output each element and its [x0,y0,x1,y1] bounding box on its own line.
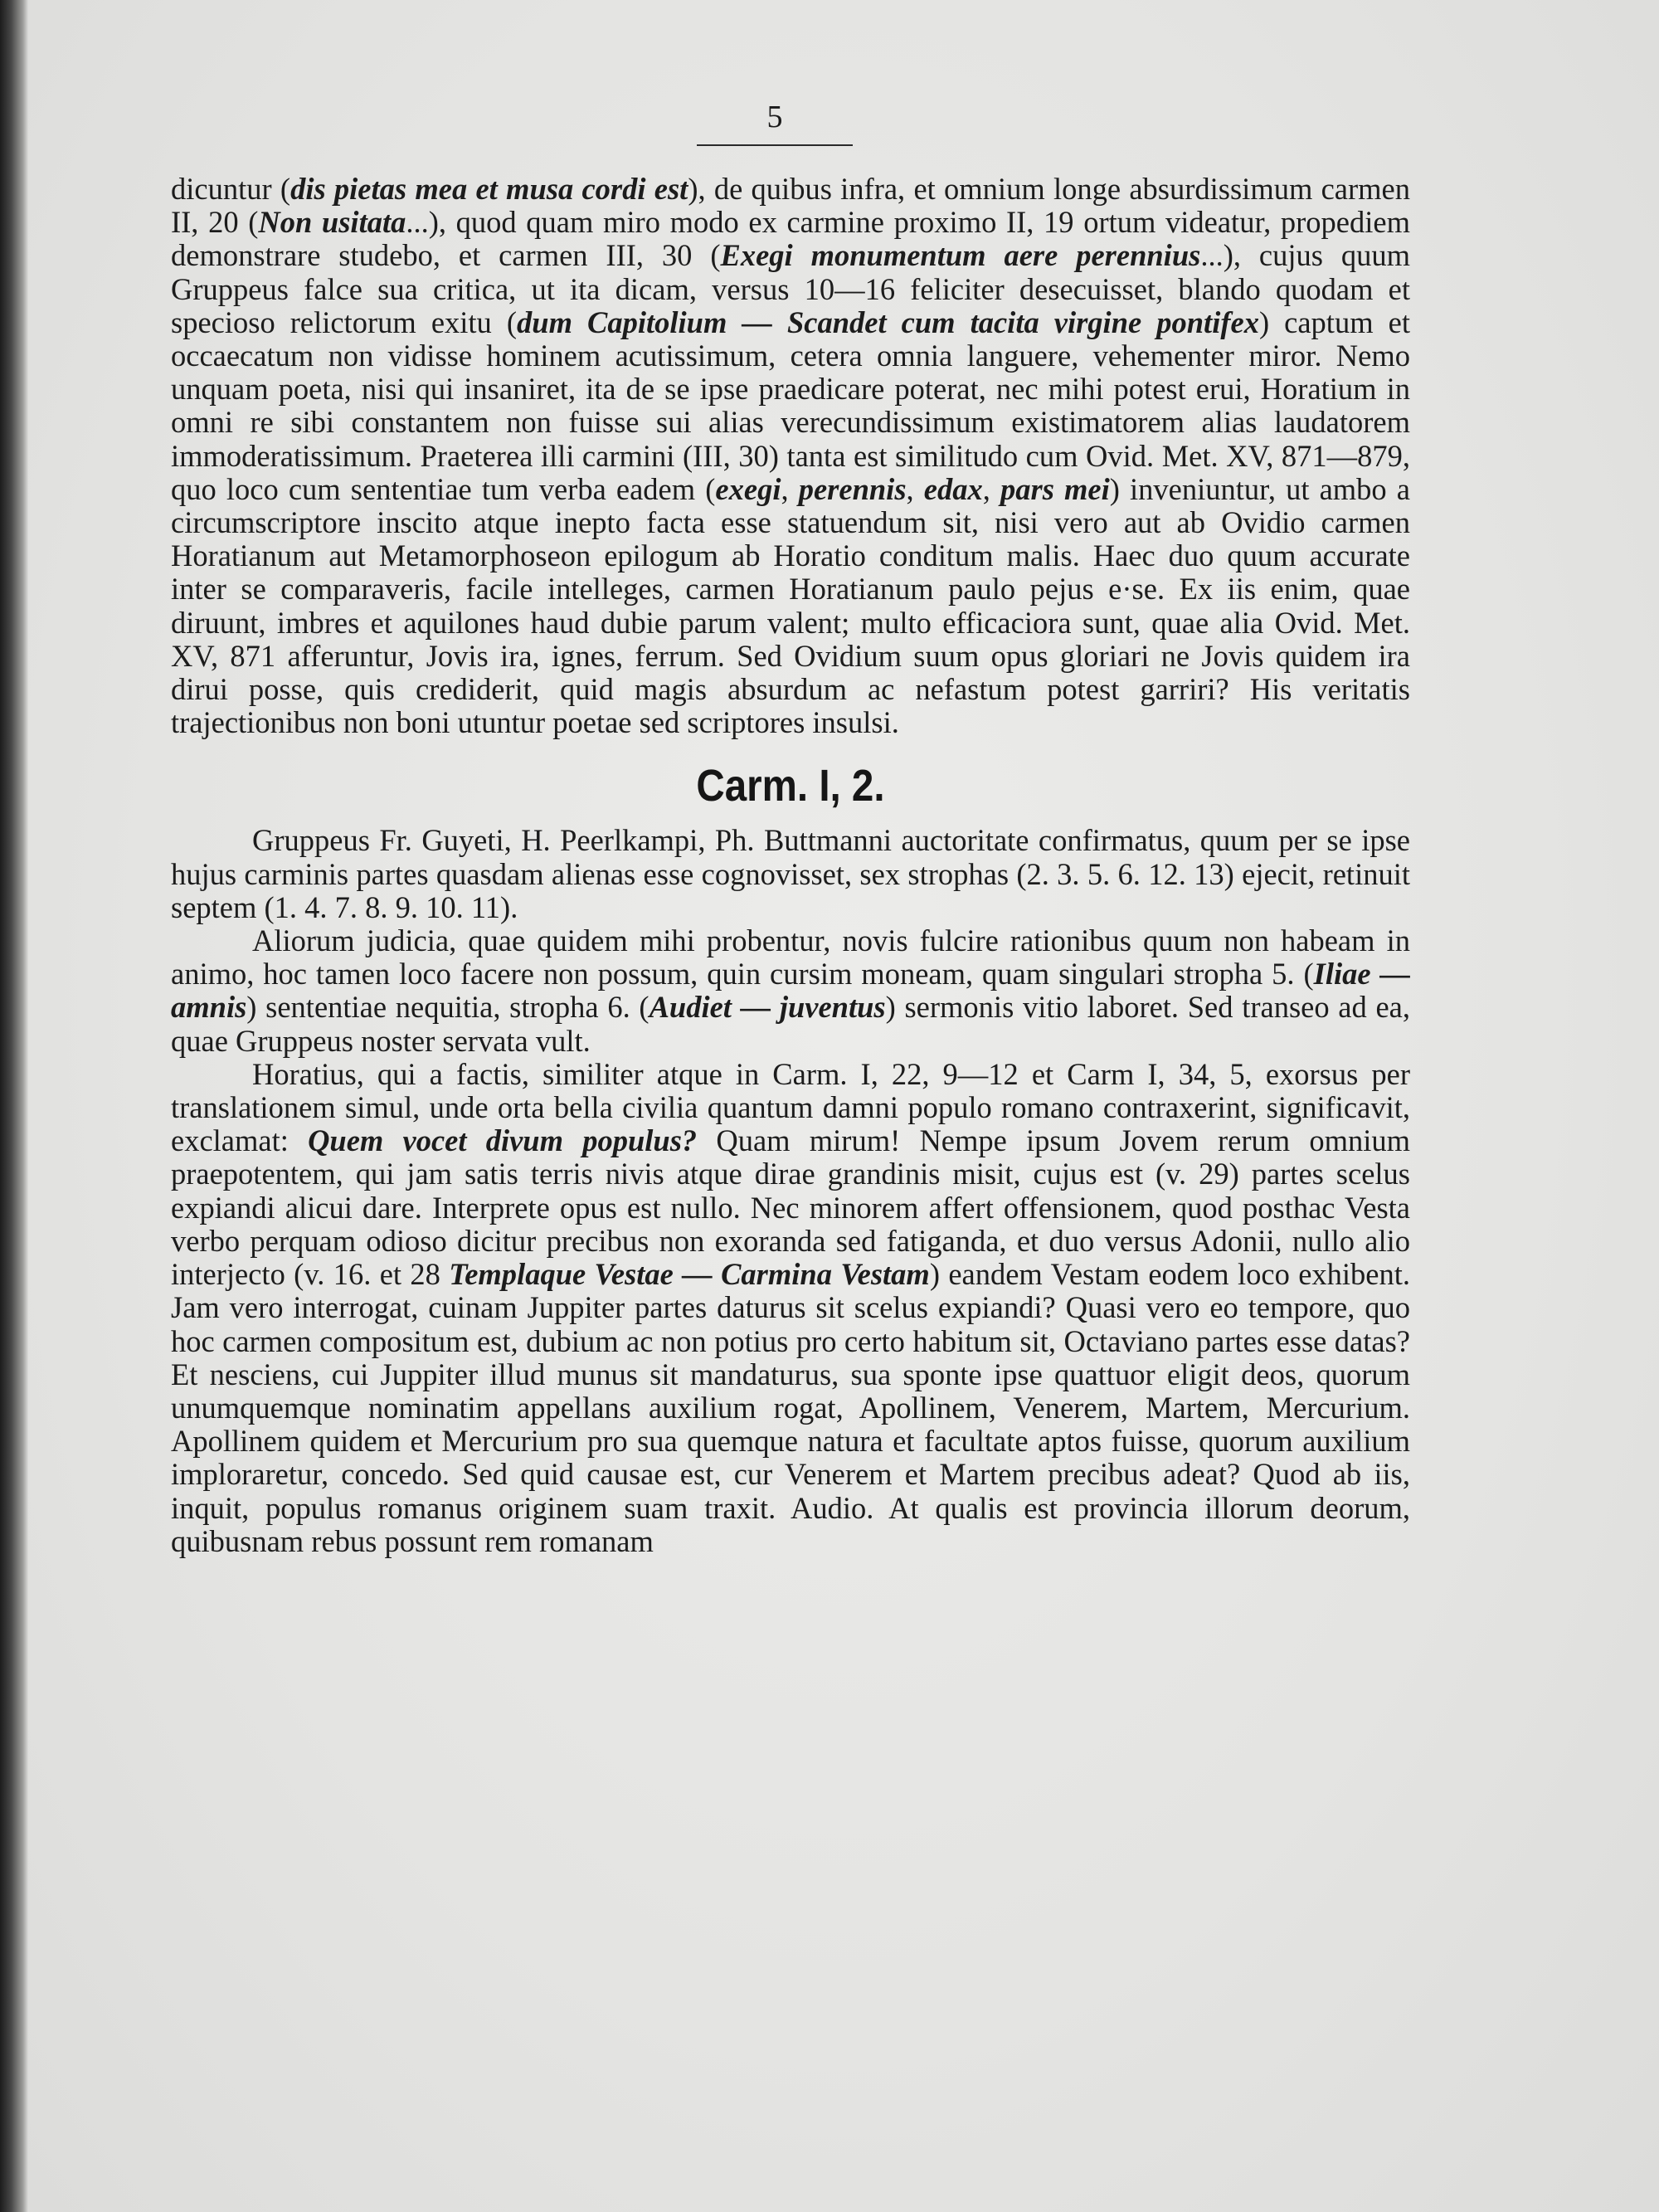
quotation: dis pietas mea et musa cordi est [290,172,688,206]
quotation: Audiet — juventus [649,990,886,1025]
quotation: Non usitata [258,205,406,240]
paragraph-aliorum: Aliorum judicia, quae quidem mihi probentur, novis fulcire rationibus quum non habeam in animo, hoc tamen loco facere non possum, quin cursim moneam, quam singulari stropha 5. (Iliae — amnis) sententiae nequitia, stropha 6. (Audiet — juventus) sermonis vitio laboret. Sed transeo ad ea, quae Gruppeus noster servata vult. [171,923,1411,1058]
paragraph-carm-iii-30: dicuntur (dis pietas mea et musa cordi est), de quibus infra, et omnium longe absurdissimum carmen II, 20 (Non usitata...), quod quam miro modo ex carmine proximo II, 19 ortum videatur, propediem demonstrare studebo, et carmen III, 30 (Exegi monumentum aere perennius...), cujus quum Gruppeus falce sua critica, ut ita dicam, versus 10—16 feliciter desecuisset, blando quodam et specioso relictorum exitu (dum Capitolium — Scandet cum tacita virgine pontifex) captum et occaecatum non vidisse hominem acutissimum, cetera omnia languere, vehementer miror. Nemo unquam poeta, nisi qui insaniret, ita de se ipse praedicare poterat, nec mihi potest erui, Horatium in omni re sibi constantem non fuisse sui alias verecundissimum existimatorem alias laudatorem immoderatissimum. Praeterea illi carmini (III, 30) tanta est similitudo cum Ovid. Met. XV, 871—879, quo loco cum sententiae tum verba eadem (exegi, perennis, edax, pars mei) inveniuntur, ut ambo a circumscriptore inscito atque inepto facta esse statuendum sit, nisi vero aut ab Ovidio carmen Horatianum aut Metamorphoseon epilogum ab Horatio conditum malis. Haec duo quum accurate inter se comparaveris, facile intelleges, carmen Horatianum paulo pejus e·se. Ex iis enim, quae diruunt, imbres et aquilones haud dubie parum valent; multo efficaciora sunt, quae alia Ovid. Met. XV, 871 afferuntur, Jovis ira, ignes, ferrum. Sed Ovidium suum opus gloriari ne Jovis quidem ira dirui posse, quis crediderit, quid magis absurdum ac nefastum potest garriri? His veritatis trajectionibus non boni utuntur poetae sed scriptores insulsi. [171,172,1411,740]
quotation: pars mei [1000,471,1110,506]
quotation: Iliae — amnis [171,957,1411,1025]
quotation: perennis [798,471,907,506]
page-body [171,173,1410,1558]
quotation: Quem vocet divum populus? [308,1123,698,1158]
quotation: exegi [715,471,781,506]
section-heading: Carm. I, 2. [696,761,885,811]
quotation: dum Capitolium — Scandet cum tacita virgine pontifex [517,305,1259,339]
page-number-rule [697,144,853,146]
book-page [28,0,1659,2212]
quotation: Exegi monumentum aere perennius [720,238,1201,273]
quotation: Templaque Vestae — Carmina Vestam [449,1257,930,1292]
page-header [684,98,866,146]
paragraph-gruppeus: Gruppeus Fr. Guyeti, H. Peerlkampi, Ph. Buttmanni auctoritate confirmatus, quum per se ipse hujus carminis partes quasdam alienas esse cognovisset, sex strophas (2. 3. 5. 6. 12. 13) ejecit, retinuit septem (1. 4. 7. 8. 9. 10. 11). [171,823,1410,924]
quotation: edax [923,471,983,506]
scan-shadow-edge [0,0,28,2212]
paragraph-horatius: Horatius, qui a factis, similiter atque in Carm. I, 22, 9—12 et Carm I, 34, 5, exorsus per translationem simul, unde orta bella civilia quantum damni populo romano contraxerint, significavit, exclamat: Quem vocet divum populus? Quam mirum! Nempe ipsum Jovem rerum omnium praepotentem, qui jam satis terris nivis atque dirae grandinis misit, cujus est (v. 29) partes scelus expiandi alicui dare. Interprete opus est nullo. Nec minorem affert offensionem, quod posthac Vesta verbo perquam odioso dicitur precibus non exoranda sed fatiganda, et duo versus Adonii, nullo alio interjecto (v. 16. et 28 Templaque Vestae — Carmina Vestam) eandem Vestam eodem loco exhibent. Jam vero interrogat, cuinam Juppiter partes daturus sit scelus expiandi? Quasi vero eo tempore, quo hoc carmen compositum est, dubium ac non potius pro certo habitum sit, Octaviano partes esse datas? Et nesciens, cui Juppiter illud munus sit mandaturus, sua sponte ipse quattuor eligit deos, quorum unumquemque nominatim appellans auxilium rogat, Apollinem, Venerem, Martem, Mercurium. Apollinem quidem et Mercurium pro sua quemque natura et facultate aptos fuisse, quorum auxilium imploraretur, concedo. Sed quid causae est, cur Venerem et Martem precibus adeat? Quod ab iis, inquit, populus romanus originem suam traxit. Audio. At qualis est provincia illorum deorum, quibusnam rebus possunt rem romanam [171,1056,1410,1558]
page-number: 5 [766,100,783,134]
